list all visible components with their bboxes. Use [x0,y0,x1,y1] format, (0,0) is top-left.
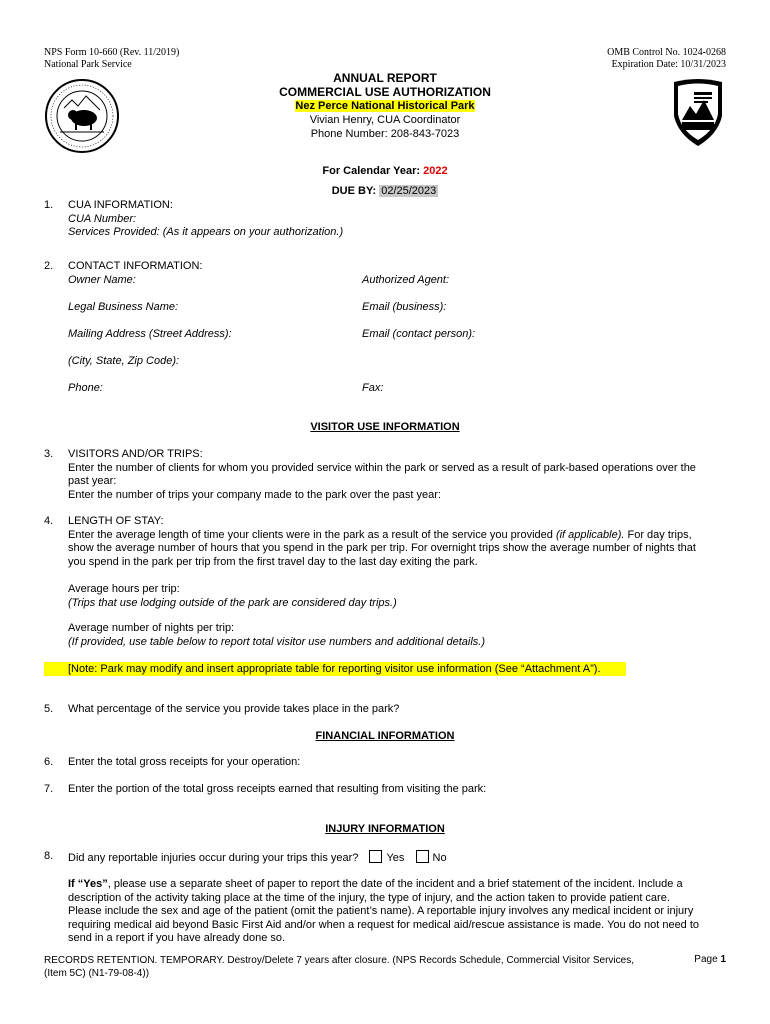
report-subtitle: COMMERCIAL USE AUTHORIZATION [279,85,491,99]
financial-section-heading: FINANCIAL INFORMATION [315,730,455,742]
form-header-right [607,47,726,71]
q5-number: 5. [44,703,54,715]
page-number [694,954,726,965]
visitor-use-section-heading: VISITOR USE INFORMATION [310,421,460,433]
report-title: ANNUAL REPORT [333,71,437,85]
park-note [44,662,626,676]
phone-label: Phone: [68,382,103,394]
q2-heading: CONTACT INFORMATION: [68,260,203,272]
page-label: Page [694,954,721,965]
owner-name-label: Owner Name: [68,274,136,286]
avg-nights-label: Average number of nights per trip: [68,622,235,634]
authorized-agent-label: Authorized Agent: [362,274,450,286]
calendar-year-value: 2022 [423,165,448,177]
q3-heading: VISITORS AND/OR TRIPS: [68,448,203,460]
no-label: No [432,852,447,864]
q4-number: 4. [44,515,54,527]
q7-number: 7. [44,783,54,795]
coordinator: Vivian Henry, CUA Coordinator [309,114,461,126]
services-provided-label: Services Provided: (As it appears on your authorization.) [68,226,344,239]
avg-hours-block [68,583,397,610]
q1-block [68,199,343,240]
form-header-left [44,47,179,71]
due-by-label: DUE BY: [331,185,377,197]
q4-line1c: For day trips, [624,528,692,541]
yes-checkbox[interactable] [369,850,382,863]
calendar-year [0,165,770,177]
page-number-value: 1 [720,954,726,965]
q4-line1a: Enter the average length of time your clients were in the park as a result of the service you provided [68,528,556,541]
expiration-date: Expiration Date: 10/31/2023 [611,59,726,70]
q8-question [68,850,728,866]
if-yes-label: If “Yes” [68,878,108,890]
agency-name: National Park Service [44,59,132,70]
q6-text: Enter the total gross receipts for your operation: [68,756,301,768]
q1-number: 1. [44,199,54,211]
injury-para4: requiring medical aid beyond Basic First Aid and/or when a request for medical aid/rescue assistance is made. You do not need to [68,918,700,931]
q8-number: 8. [44,850,54,862]
q5-text: What percentage of the service you provide takes place in the park? [68,703,400,715]
injury-section-heading: INJURY INFORMATION [325,823,445,835]
q6-number: 6. [44,756,54,768]
q3-block [68,448,728,502]
mailing-address-label: Mailing Address (Street Address): [68,328,232,340]
city-state-zip-label: (City, State, Zip Code): [68,355,180,367]
legal-business-name-label: Legal Business Name: [68,301,179,313]
q4-block [68,515,728,569]
due-by [0,185,770,197]
email-contact-label: Email (contact person): [362,328,476,340]
footer-line2: (Item 5C) (N1-79-08-4)) [44,968,150,979]
no-checkbox[interactable] [416,850,429,863]
q3-number: 3. [44,448,54,460]
avg-hours-label: Average hours per trip: [68,583,180,595]
cua-number-label: CUA Number: [68,212,137,225]
q3-line2: past year: [68,475,117,488]
park-name: Nez Perce National Historical Park [295,100,475,112]
q8-text: Did any reportable injuries occur during your trips this year? [68,852,359,864]
coordinator-phone: Phone Number: 208-843-7023 [310,128,460,140]
email-business-label: Email (business): [362,301,447,313]
omb-control: OMB Control No. 1024-0268 [607,47,726,58]
q2-number: 2. [44,260,54,272]
calendar-year-label: For Calendar Year: [322,165,421,177]
injury-para3: Please include the sex and age of the patient (omit the patient’s name). A reportable injury involves any medical incident or injury [68,905,694,918]
q4-line2: show the average number of hours that you spend in the park per trip. For overnight trips show the average number of nights that [68,542,696,555]
fax-label: Fax: [362,382,384,394]
form-number: NPS Form 10-660 (Rev. 11/2019) [44,47,180,58]
q1-heading: CUA INFORMATION: [68,199,173,211]
q3-line3: Enter the number of trips your company made to the park over the past year: [68,488,441,501]
avg-hours-note: (Trips that use lodging outside of the park are considered day trips.) [68,596,397,609]
injury-para1: , please use a separate sheet of paper to report the date of the incident and a brief statement of the incident. Include a [107,878,683,890]
due-by-date[interactable]: 02/25/2023 [381,185,437,197]
q3-line1: Enter the number of clients for whom you provided service within the park or served as a result of park-based operations over the [68,461,696,474]
injury-para5: send in a report if you have already done so. [68,932,286,945]
yes-label: Yes [386,852,405,864]
injury-para2: description of the activity taking place at the time of the injury, the type of injury, and the action taken to provide patient care. [68,891,670,904]
title-block [0,71,770,141]
park-note-text: [Note: Park may modify and insert appropriate table for reporting visitor use information (See “Attachment A”). [68,663,601,675]
q4-heading: LENGTH OF STAY: [68,515,164,527]
injury-instructions [68,878,728,946]
q4-line3: you spend in the park per trip from the first travel day to the last day exiting the park. [68,555,478,568]
footer-line1: RECORDS RETENTION. TEMPORARY. Destroy/Delete 7 years after closure. (NPS Records Schedule, Commercial Visitor Services, [44,955,634,966]
records-retention-footer [44,954,654,980]
q7-text: Enter the portion of the total gross receipts earned that resulting from visiting the park: [68,783,487,795]
q4-line1 [68,529,728,543]
avg-nights-block [68,622,485,649]
avg-nights-note: (If provided, use table below to report total visitor use numbers and additional details.) [68,635,486,648]
q4-line1b: (if applicable). [555,528,625,541]
